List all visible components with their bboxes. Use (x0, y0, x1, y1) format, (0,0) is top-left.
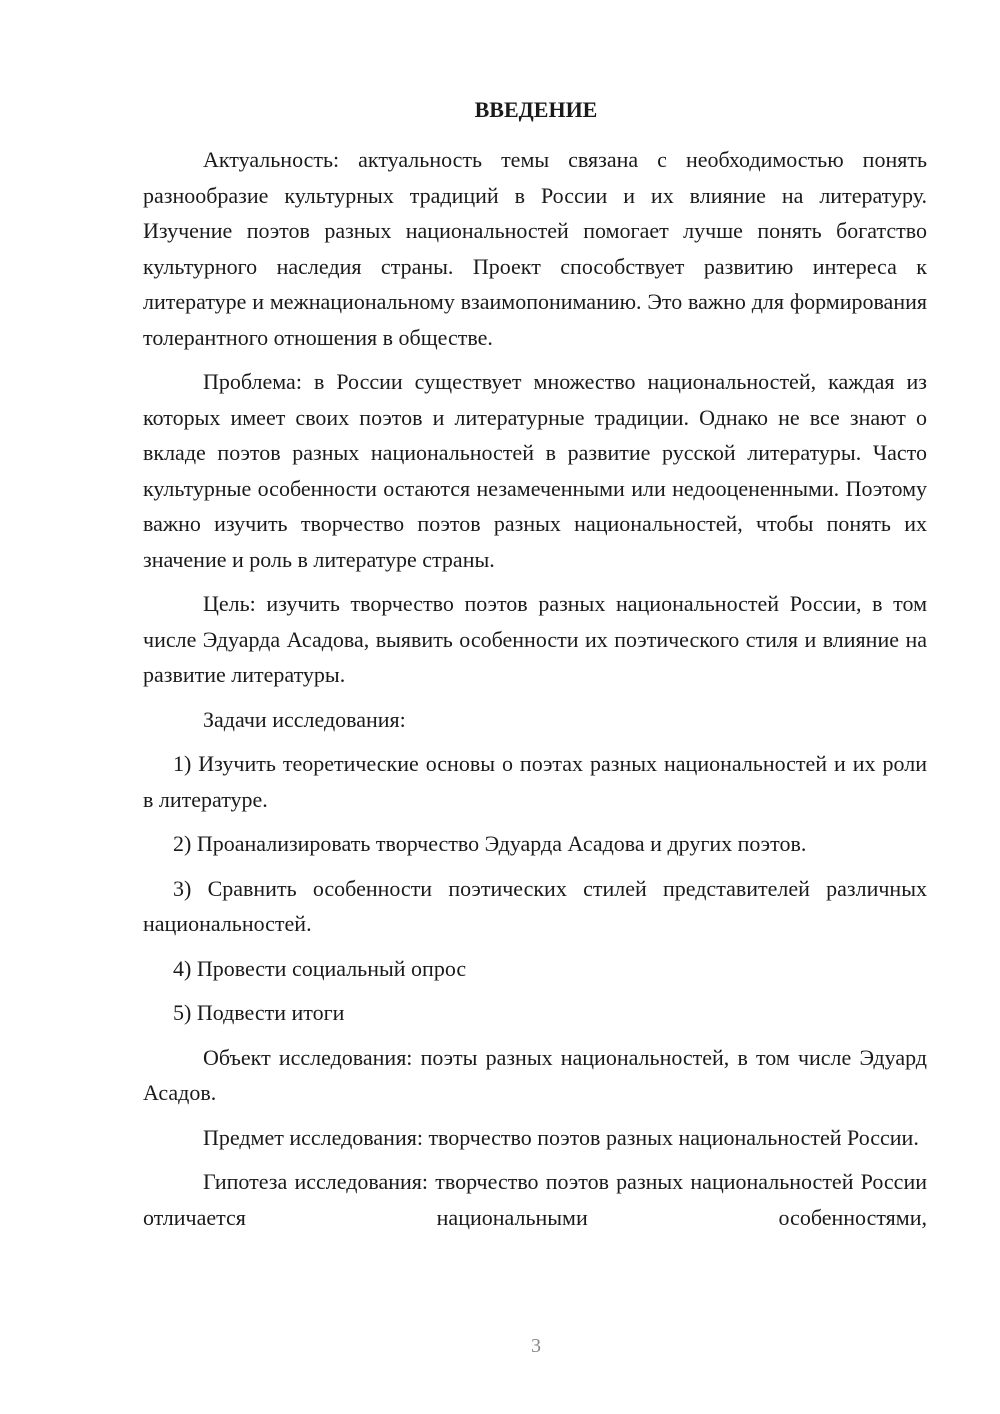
list-item-task-4: 4) Провести социальный опрос (173, 955, 467, 981)
paragraph-goal: Цель: изучить творчество поэтов разных национальностей России, в том числе Эдуарда Асадова, выявить особенности их поэтического стиля и влияние на развитие литературы. (143, 591, 927, 687)
paragraph-problem: Проблема: в России существует множество национальностей, каждая из которых имеет своих поэтов и литературные традиции. Однако не все знают о вкладе поэтов разных национальностей в развитие русской литературы. Часто культурные особенности остаются незамеченными или недооцененными. Поэтому важно изучить творчество поэтов разных национальностей, чтобы понять их значение и роль в литературе страны. (143, 369, 927, 572)
list-item-task-1: 1) Изучить теоретические основы о поэтах разных национальностей и их роли в литературе. (143, 751, 927, 812)
paragraph-tasks-heading: Задачи исследования: (203, 706, 406, 732)
page-title: ВВЕДЕНИЕ (474, 97, 598, 122)
page-body (143, 142, 927, 1235)
paragraph-subject: Предмет исследования: творчество поэтов разных национальностей России. (203, 1124, 919, 1150)
list-item-task-3: 3) Сравнить особенности поэтических стилей представителей различных национальностей. (143, 875, 927, 936)
paragraph-object: Объект исследования: поэты разных национальностей, в том числе Эдуард Асадов. (143, 1044, 927, 1105)
paragraph-relevance: Актуальность: актуальность темы связана с необходимостью понять разнообразие культурных традиций в России и их влияние на литературу. Изучение поэтов разных национальностей помогает лучше понять богатство культурного наследия страны. Проект способствует развитию интереса к литературе и межнациональному взаимопониманию. Это важно для формирования толерантного отношения в обществе. (143, 147, 927, 350)
page-number: 3 (531, 1335, 541, 1357)
list-item-task-5: 5) Подвести итоги (173, 1000, 345, 1025)
list-item-task-2: 2) Проанализировать творчество Эдуарда Асадова и других поэтов. (173, 831, 807, 856)
paragraph-hypothesis: Гипотеза исследования: творчество поэтов разных национальностей России отличается национальными особенностями, (143, 1169, 927, 1230)
